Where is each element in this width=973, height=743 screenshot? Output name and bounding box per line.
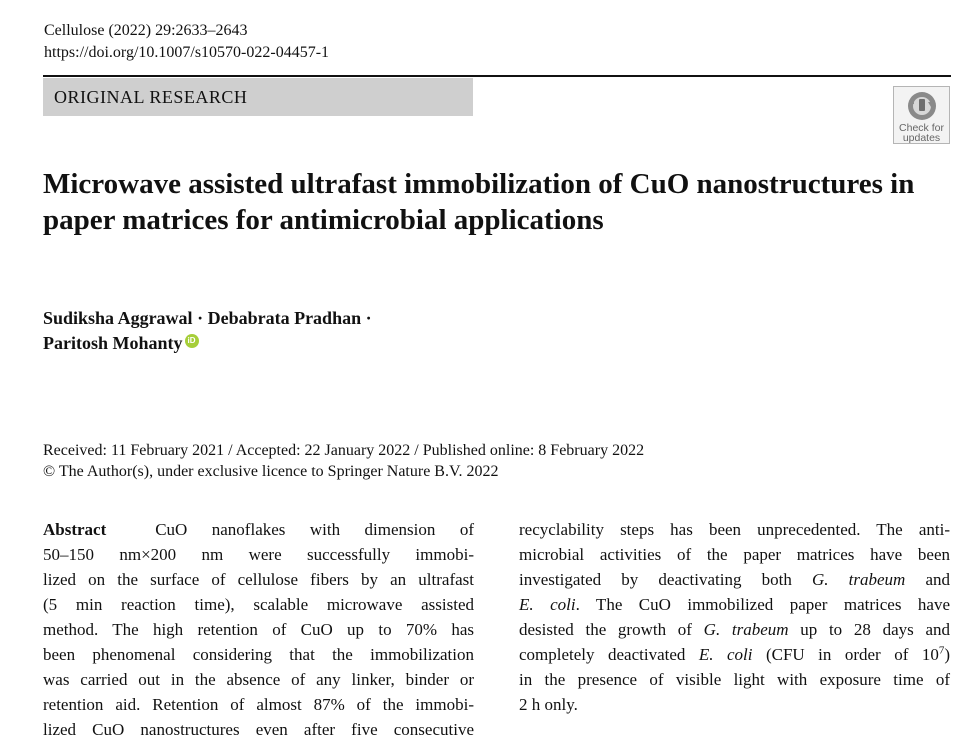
paper-title: Microwave assisted ultrafast immobilization of CuO nanostructures in paper matrices for antimicrobial applications: [43, 168, 915, 236]
copyright-notice: © The Author(s), under exclusive licence to Springer Nature B.V. 2022: [43, 463, 499, 480]
author-separator: ·: [197, 308, 204, 328]
abstract-line: lized on the surface of cellulose fibers by an ultrafast: [43, 570, 474, 589]
abstract-line: desisted the growth of G. trabeum up to 28 days and: [519, 620, 950, 639]
abstract-line: recyclability steps has been unprecedented. The anti-: [519, 520, 950, 539]
journal-citation: Cellulose (2022) 29:2633–2643: [44, 22, 248, 39]
species-name: E. coli: [698, 645, 753, 664]
orcid-icon[interactable]: iD: [185, 334, 199, 348]
abstract-line: was carried out in the absence of any linker, binder or: [43, 670, 474, 689]
history-dates: Received: 11 February 2021 / Accepted: 22 January 2022 / Published online: 8 February 2022: [43, 442, 645, 459]
abstract-label: Abstract: [43, 520, 107, 539]
author-name[interactable]: Sudiksha Aggrawal: [43, 308, 193, 328]
author-separator: ·: [365, 308, 372, 328]
author-name[interactable]: Debabrata Pradhan: [207, 308, 362, 328]
author-name[interactable]: Paritosh Mohanty: [43, 333, 183, 353]
check-updates-icon: [906, 90, 938, 122]
doi-link[interactable]: https://doi.org/10.1007/s10570-022-04457-1: [44, 44, 330, 61]
journal-header: [44, 20, 329, 64]
publication-dates: [43, 440, 644, 482]
abstract-line: completely deactivated E. coli (CFU in order of $10^7$): [519, 644, 950, 664]
abstract-line: method. The high retention of CuO up to 70% has: [43, 620, 474, 639]
abstract-line: Abstract CuO nanoflakes with dimension of: [43, 520, 474, 539]
article-category: ORIGINAL RESEARCH: [43, 78, 473, 116]
check-updates-text: Check for updates: [899, 122, 944, 144]
abstract-line: been phenomenal considering that the immobilization: [43, 645, 474, 664]
abstract-line: retention aid. Retention of almost 87% of the immobi-: [43, 695, 474, 714]
abstract-line: E. coli. The CuO immobilized paper matrices have: [519, 595, 950, 614]
author-list: [43, 306, 643, 356]
check-for-updates-button[interactable]: [893, 86, 950, 144]
header-rule: [43, 75, 951, 77]
abstract-line: lized CuO nanostructures even after five consecutive: [43, 720, 474, 739]
abstract-right-column: [519, 517, 950, 717]
superscript: 7: [938, 644, 945, 657]
species-name: G. trabeum: [703, 620, 789, 639]
abstract-line: (5 min reaction time), scalable microwave assisted: [43, 595, 474, 614]
abstract-left-column: [43, 517, 474, 742]
abstract-line: 50–150 nm×200 nm were successfully immobi-: [43, 545, 474, 564]
abstract-line: investigated by deactivating both G. trabeum and: [519, 570, 950, 589]
abstract-line: 2 h only.: [519, 695, 578, 714]
abstract-line: microbial activities of the paper matrices have been: [519, 545, 950, 564]
abstract-line: in the presence of visible light with exposure time of: [519, 670, 950, 689]
species-name: E. coli: [519, 595, 576, 614]
species-name: G. trabeum: [811, 570, 906, 589]
